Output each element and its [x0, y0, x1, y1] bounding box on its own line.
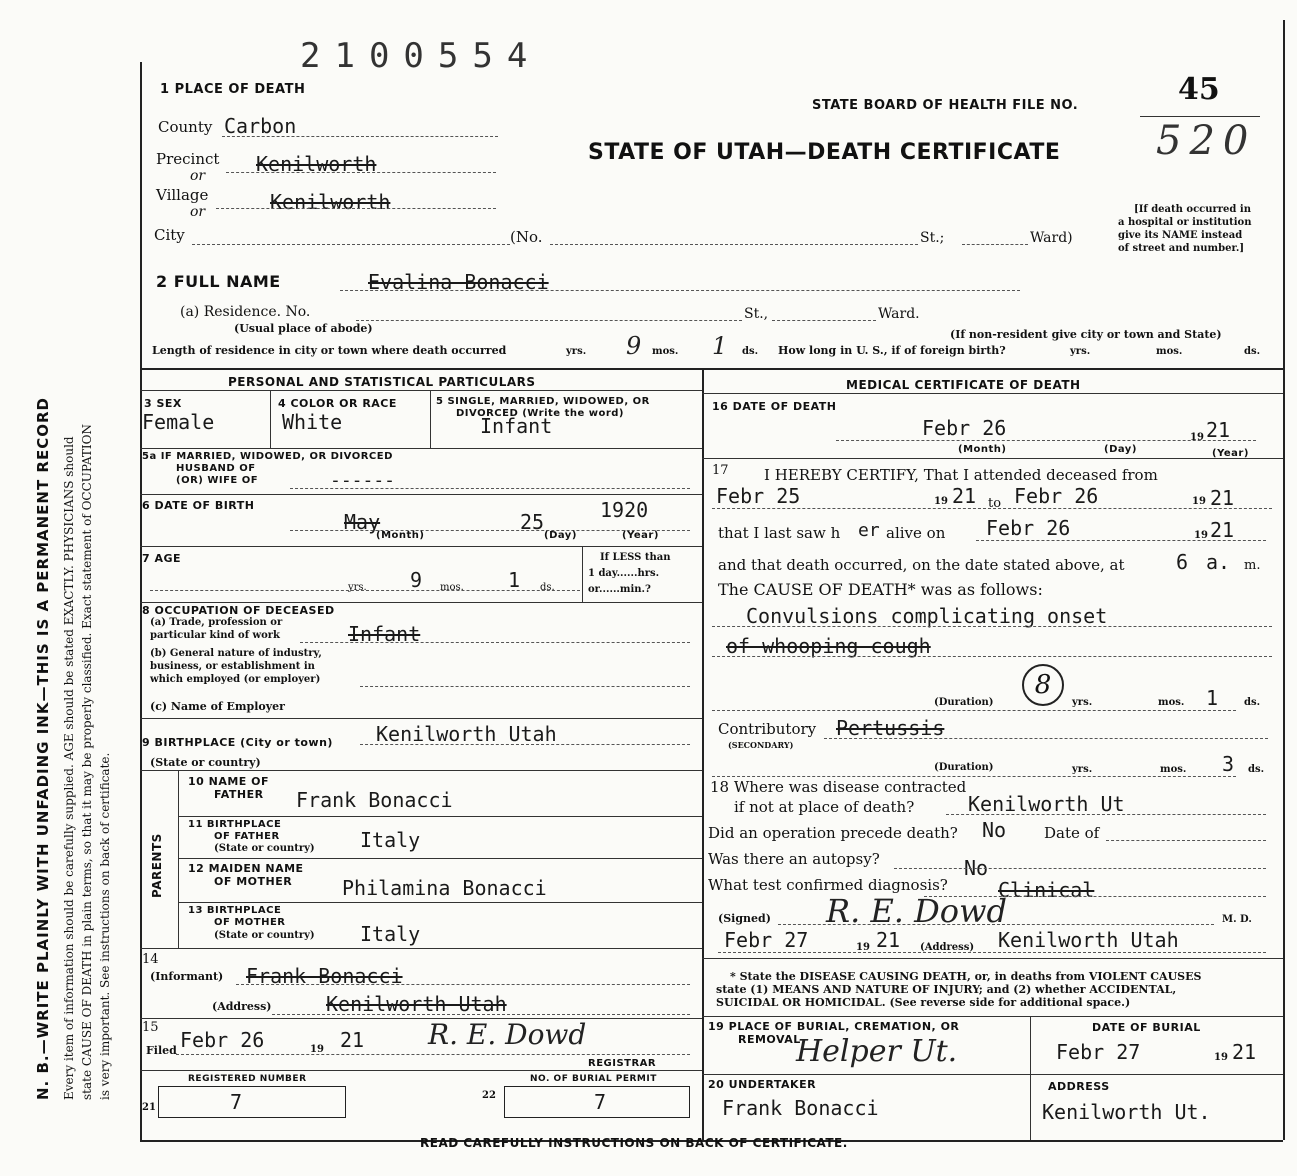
death-19: 19 — [1190, 432, 1204, 443]
permit-prefix: 22 — [482, 1090, 496, 1101]
footnote-1: * State the DISEASE CAUSING DEATH, or, in deaths from VIOLENT CAUSES — [730, 970, 1202, 983]
us-yrs-label: yrs. — [1070, 346, 1091, 357]
us-label: How long in U. S., if of foreign birth? — [778, 344, 1006, 357]
city-ward-label: Ward) — [1030, 230, 1073, 246]
less-label-1: If LESS than — [600, 552, 671, 563]
death-month-label: (Month) — [958, 444, 1007, 455]
physician-signature: R. E. Dowd — [826, 892, 1007, 930]
father-bp-label-1: 11 BIRTHPLACE — [188, 819, 282, 830]
autopsy-label: Was there an autopsy? — [708, 850, 880, 868]
reg-number-label: REGISTERED NUMBER — [188, 1074, 307, 1084]
margin-line-1: N. B.—WRITE PLAINLY WITH UNFADING INK—THIS IS A PERMANENT RECORD — [34, 397, 52, 1100]
duration2-mos-label: mos. — [1160, 764, 1187, 775]
reg-number-prefix: 21 — [142, 1102, 156, 1113]
duration-label: (Duration) — [934, 697, 994, 708]
burial-date-label: DATE OF BURIAL — [1092, 1021, 1201, 1034]
parents-label: PARENTS — [150, 833, 164, 898]
length-months: 9 — [626, 332, 642, 360]
last-saw-year: 21 — [1210, 518, 1235, 542]
last-saw-date: Febr 26 — [986, 516, 1071, 540]
city-label: City — [154, 226, 185, 244]
precinct-line — [226, 172, 496, 173]
certificate-number: 2100554 — [300, 36, 542, 76]
autopsy-value: No — [964, 856, 989, 880]
spouse-label-1: 5a IF MARRIED, WIDOWED, OR DIVORCED — [142, 451, 393, 462]
to-19: 19 — [1192, 496, 1206, 507]
duration-ds-label: ds. — [1244, 697, 1261, 708]
dob-month-label: (Month) — [376, 530, 425, 541]
test-value: Clinical — [998, 878, 1095, 902]
father-bp-label-3: (State or country) — [214, 843, 315, 854]
occ-a-1: (a) Trade, profession or — [150, 617, 283, 628]
signed-19: 19 — [856, 942, 870, 953]
county-label: County — [158, 118, 213, 136]
cause-line-2: of whooping cough — [726, 634, 931, 658]
dob-label: 6 DATE OF BIRTH — [142, 499, 255, 512]
filed-year: 21 — [340, 1028, 365, 1052]
cause-label: The CAUSE OF DEATH* was as follows: — [718, 580, 1043, 599]
county-line — [222, 136, 498, 137]
sex-value: Female — [142, 410, 215, 434]
father-label-1: 10 NAME OF — [188, 775, 270, 788]
birthplace-sub: (State or country) — [150, 756, 261, 769]
duration2-ds-label: ds. — [1248, 764, 1265, 775]
margin-line-3: state CAUSE OF DEATH in plain terms, so that it may be properly classified. Exact statement of OCCUPATION — [80, 424, 94, 1100]
race-value: White — [282, 410, 343, 434]
burial-place-label-1: 19 PLACE OF BURIAL, CREMATION, OR — [708, 1020, 960, 1033]
marital-label-2: DIVORCED (Write the word) — [456, 408, 624, 419]
spouse-label-2: HUSBAND OF — [176, 463, 256, 474]
age-yrs-label: yrs. — [348, 582, 367, 593]
file-number-line — [1140, 116, 1260, 117]
death-date-value: Febr 26 — [922, 416, 1007, 440]
sex-label: 3 SEX — [144, 397, 182, 410]
occ-a-2: particular kind of work — [150, 630, 280, 641]
race-label: 4 COLOR OR RACE — [278, 397, 397, 410]
residence-ward-line — [772, 320, 876, 321]
filed-date: Febr 26 — [180, 1028, 265, 1052]
duration2-label: (Duration) — [934, 762, 994, 773]
filed-label: Filed — [146, 1044, 177, 1057]
personal-heading: PERSONAL AND STATISTICAL PARTICULARS — [228, 375, 536, 389]
certify-text: I HEREBY CERTIFY, That I attended deceased from — [764, 466, 1158, 484]
reg-number-value: 7 — [230, 1090, 243, 1114]
death-year-label: (Year) — [1212, 448, 1249, 459]
full-name-line — [340, 290, 1020, 291]
hospital-note-4: of street and number.] — [1118, 243, 1245, 254]
length-yrs-label: yrs. — [566, 346, 587, 357]
city-st-label: St.; — [920, 230, 945, 246]
city-no-label: (No. — [510, 228, 543, 246]
informant-addr-label: (Address) — [212, 1000, 272, 1013]
nonresident-note: (If non-resident give city or town and State) — [950, 328, 1222, 341]
burial-permit-value: 7 — [594, 1090, 607, 1114]
certify-num: 17 — [712, 463, 729, 478]
occ-b-2: business, or establishment in — [150, 661, 315, 672]
father-value: Frank Bonacci — [296, 788, 453, 812]
father-bp-value: Italy — [360, 828, 421, 852]
dob-month: May — [344, 510, 381, 534]
occ-b-3: which employed (or employer) — [150, 674, 321, 685]
burial-19: 19 — [1214, 1052, 1228, 1063]
birthplace-value: Kenilworth Utah — [376, 722, 557, 746]
from-19: 19 — [934, 496, 948, 507]
less-label-2: 1 day......hrs. — [588, 568, 660, 579]
attended-to-date: Febr 26 — [1014, 484, 1099, 508]
mother-bp-label-3: (State or country) — [214, 930, 315, 941]
less-label-3: or......min.? — [588, 584, 651, 595]
length-mos-label: mos. — [652, 346, 679, 357]
mother-label-2: OF MOTHER — [214, 875, 293, 888]
filed-19: 19 — [310, 1044, 324, 1055]
spouse-label-3: (OR) WIFE OF — [176, 475, 259, 486]
attended-from-date: Febr 25 — [716, 484, 801, 508]
or-label-2: or — [190, 204, 206, 220]
last-saw-label-2: alive on — [886, 524, 946, 542]
burial-year: 21 — [1232, 1040, 1257, 1064]
margin-line-4: is very important. See instructions on back of certificate. — [98, 752, 112, 1100]
us-ds-label: ds. — [1244, 346, 1261, 357]
age-label: 7 AGE — [142, 552, 182, 565]
informant-label: (Informant) — [150, 970, 224, 983]
mother-value: Philamina Bonacci — [342, 876, 547, 900]
signed-label: (Signed) — [718, 912, 771, 925]
occupation-value: Infant — [348, 622, 421, 646]
last-saw-19: 19 — [1194, 530, 1208, 541]
death-time: 6 — [1176, 550, 1189, 574]
occ-c: (c) Name of Employer — [150, 700, 285, 713]
dob-year-label: (Year) — [622, 530, 659, 541]
us-mos-label: mos. — [1156, 346, 1183, 357]
death-year: 21 — [1206, 418, 1231, 442]
duration-days: 1 — [1206, 686, 1219, 710]
handwritten-number: 520 — [1156, 118, 1257, 164]
mother-bp-label-1: 13 BIRTHPLACE — [188, 905, 282, 916]
residence-label: (a) Residence. No. — [180, 304, 311, 320]
registrar-label: REGISTRAR — [588, 1058, 657, 1069]
hospital-note-3: give its NAME instead — [1118, 230, 1243, 241]
mother-label-1: 12 MAIDEN NAME — [188, 862, 304, 875]
margin-line-2: Every item of information should be carefully supplied. AGE should be stated EXACTLY. PHYSICIANS should — [62, 436, 76, 1100]
attended-to-year: 21 — [1210, 486, 1235, 510]
residence-st-label: St., — [744, 306, 769, 322]
reg-number-box — [158, 1086, 346, 1118]
death-date-label: 16 DATE OF DEATH — [712, 400, 837, 413]
age-mos-label: mos. — [440, 582, 464, 593]
length-ds-label: ds. — [742, 346, 759, 357]
undertaker-address-label: ADDRESS — [1048, 1080, 1110, 1093]
age-months: 9 — [410, 568, 423, 592]
mother-bp-value: Italy — [360, 922, 421, 946]
contracted-value: Kenilworth Ut — [968, 792, 1125, 816]
medical-heading: MEDICAL CERTIFICATE OF DEATH — [846, 378, 1081, 392]
village-line — [216, 208, 496, 209]
duration2-days: 3 — [1222, 752, 1235, 776]
death-time-ampm: a. — [1206, 550, 1231, 574]
dob-day: 25 — [520, 510, 545, 534]
file-number: 45 — [1178, 72, 1220, 107]
full-name-value: Evalina Bonacci — [368, 270, 549, 294]
burial-place-value: Helper Ut. — [796, 1034, 958, 1069]
contracted-label-2: if not at place of death? — [734, 798, 915, 816]
to-label: to — [988, 496, 1002, 511]
residence-ward-label: Ward. — [878, 306, 920, 322]
precinct-label: Precinct — [156, 150, 220, 168]
contributory-label: Contributory — [718, 720, 817, 738]
dob-day-label: (Day) — [544, 530, 577, 541]
undertaker-label: 20 UNDERTAKER — [708, 1078, 817, 1091]
city-no-line — [550, 244, 918, 245]
spouse-value: ------ — [330, 470, 396, 491]
burial-permit-label: NO. OF BURIAL PERMIT — [530, 1074, 657, 1084]
birthplace-label: 9 BIRTHPLACE (City or town) — [142, 736, 333, 749]
footnote-2: state (1) MEANS AND NATURE OF INJURY; and (2) whether ACCIDENTAL, — [716, 983, 1177, 996]
last-saw-label-1: that I last saw h — [718, 524, 841, 542]
physician-address: Kenilworth Utah — [998, 928, 1179, 952]
operation-date-label: Date of — [1044, 824, 1100, 842]
village-label: Village — [156, 186, 209, 204]
or-label-1: or — [190, 168, 206, 184]
informant-addr-value: Kenilworth Utah — [326, 992, 507, 1016]
cause-line-1: Convulsions complicating onset — [746, 604, 1108, 628]
residence-sub: (Usual place of abode) — [234, 322, 373, 335]
filed-num: 15 — [142, 1020, 159, 1035]
occupation-label: 8 OCCUPATION OF DECEASED — [142, 604, 335, 617]
signed-date: Febr 27 — [724, 928, 809, 952]
operation-value: No — [982, 818, 1007, 842]
city-ward-line — [962, 244, 1028, 245]
mother-bp-label-2: OF MOTHER — [214, 917, 286, 928]
death-day-label: (Day) — [1104, 444, 1137, 455]
occ-b-1: (b) General nature of industry, — [150, 648, 322, 659]
contracted-label-1: 18 Where was disease contracted — [710, 778, 967, 796]
contributory-value: Pertussis — [836, 716, 945, 740]
residence-line — [356, 320, 742, 321]
informant-num: 14 — [142, 952, 159, 967]
father-bp-label-2: OF FATHER — [214, 831, 280, 842]
contributory-sub: (SECONDARY) — [728, 740, 794, 750]
physician-address-label: (Address) — [920, 942, 975, 953]
burial-place-label-2: REMOVAL — [738, 1033, 801, 1046]
place-heading: 1 PLACE OF DEATH — [160, 82, 306, 97]
city-line — [192, 244, 510, 245]
footer-instructions: READ CAREFULLY INSTRUCTIONS ON BACK OF CERTIFICATE. — [420, 1136, 848, 1150]
father-label-2: FATHER — [214, 788, 264, 801]
duration-yrs-label: yrs. — [1072, 697, 1093, 708]
duration-circled: 8 — [1022, 664, 1064, 706]
occurred-label: and that death occurred, on the date stated above, at — [718, 556, 1125, 574]
column-divider — [702, 370, 704, 1140]
right-border — [1283, 20, 1285, 1140]
county-value: Carbon — [224, 114, 297, 138]
section-divider — [140, 368, 1283, 370]
burial-date-value: Febr 27 — [1056, 1040, 1141, 1064]
file-number-label: STATE BOARD OF HEALTH FILE NO. — [812, 98, 1079, 113]
hospital-note-2: a hospital or institution — [1118, 217, 1252, 228]
footnote-3: SUICIDAL OR HOMICIDAL. (See reverse side for additional space.) — [716, 996, 1131, 1009]
marital-value: Infant — [480, 414, 553, 438]
marital-label-1: 5 SINGLE, MARRIED, WIDOWED, OR — [436, 396, 650, 407]
death-time-m: m. — [1244, 558, 1261, 573]
length-days: 1 — [712, 332, 728, 360]
undertaker-address-value: Kenilworth Ut. — [1042, 1100, 1211, 1124]
operation-label: Did an operation precede death? — [708, 824, 958, 842]
certificate-title: STATE OF UTAH—DEATH CERTIFICATE — [588, 140, 1061, 165]
precinct-value: Kenilworth — [256, 152, 377, 176]
hospital-note-1: [If death occurred in — [1134, 204, 1251, 215]
md-label: M. D. — [1222, 914, 1252, 925]
full-name-label: 2 FULL NAME — [156, 272, 281, 291]
undertaker-value: Frank Bonacci — [722, 1096, 879, 1120]
age-ds-label: ds. — [540, 582, 555, 593]
age-days: 1 — [508, 568, 521, 592]
informant-value: Frank Bonacci — [246, 964, 403, 988]
dob-year: 1920 — [600, 498, 649, 522]
signed-year: 21 — [876, 928, 901, 952]
attended-from-year: 21 — [952, 484, 977, 508]
registrar-signature: R. E. Dowd — [428, 1018, 587, 1051]
duration-mos-label: mos. — [1158, 697, 1185, 708]
village-value: Kenilworth — [270, 190, 391, 214]
test-label: What test confirmed diagnosis? — [708, 876, 948, 894]
duration2-yrs-label: yrs. — [1072, 764, 1093, 775]
length-label: Length of residence in city or town where death occurred — [152, 344, 507, 357]
last-saw-her: er — [858, 520, 880, 541]
